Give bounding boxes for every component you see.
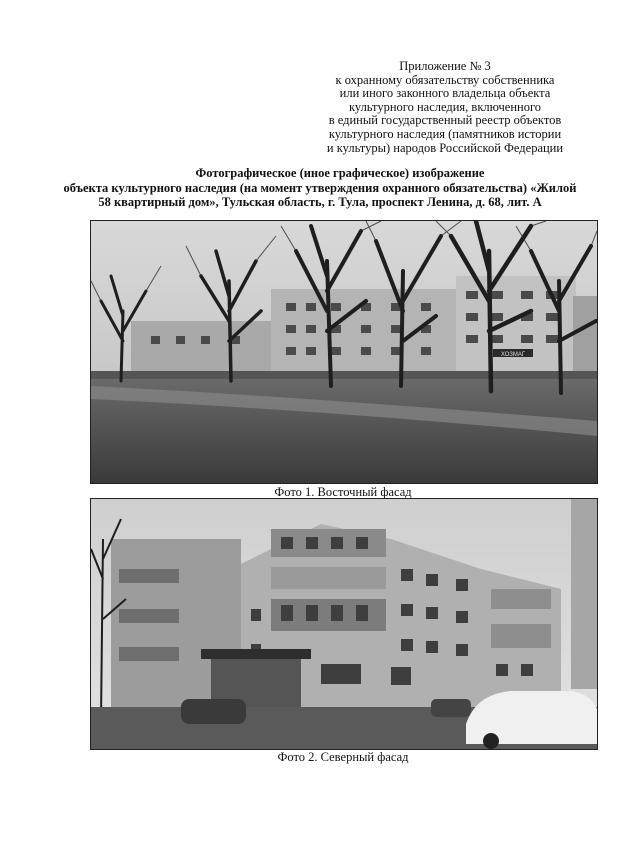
document-title <box>0 166 640 210</box>
title-line: 58 квартирный дом», Тульская область, г. Тула, проспект Ленина, д. 68, лит. А <box>98 195 542 209</box>
appendix-line: Приложение № 3 <box>399 59 491 73</box>
appendix-line: в единый государственный реестр объектов <box>328 113 562 128</box>
photo-north-facade <box>90 498 598 750</box>
appendix-line: и культуры) народов Российской Федерации <box>326 140 564 155</box>
appendix-line: или иного законного владельца объекта <box>339 86 551 101</box>
shop-sign: ХОЗМАГ <box>500 352 526 358</box>
appendix-line: культурного наследия (памятников истории <box>328 126 562 141</box>
title-line: объекта культурного наследия (на момент утверждения охранного обязательства) «Жилой <box>63 180 577 195</box>
title-line: Фотографическое (иное графическое) изображение <box>195 166 485 180</box>
appendix-header <box>300 60 590 155</box>
appendix-line: к охранному обязательству собственника <box>335 72 555 87</box>
photo-caption: Фото 2. Северный фасад <box>277 750 409 764</box>
photo-caption: Фото 1. Восточный фасад <box>274 485 412 499</box>
appendix-line: культурного наследия, включенного <box>348 99 542 114</box>
photo-east-facade <box>90 220 598 484</box>
